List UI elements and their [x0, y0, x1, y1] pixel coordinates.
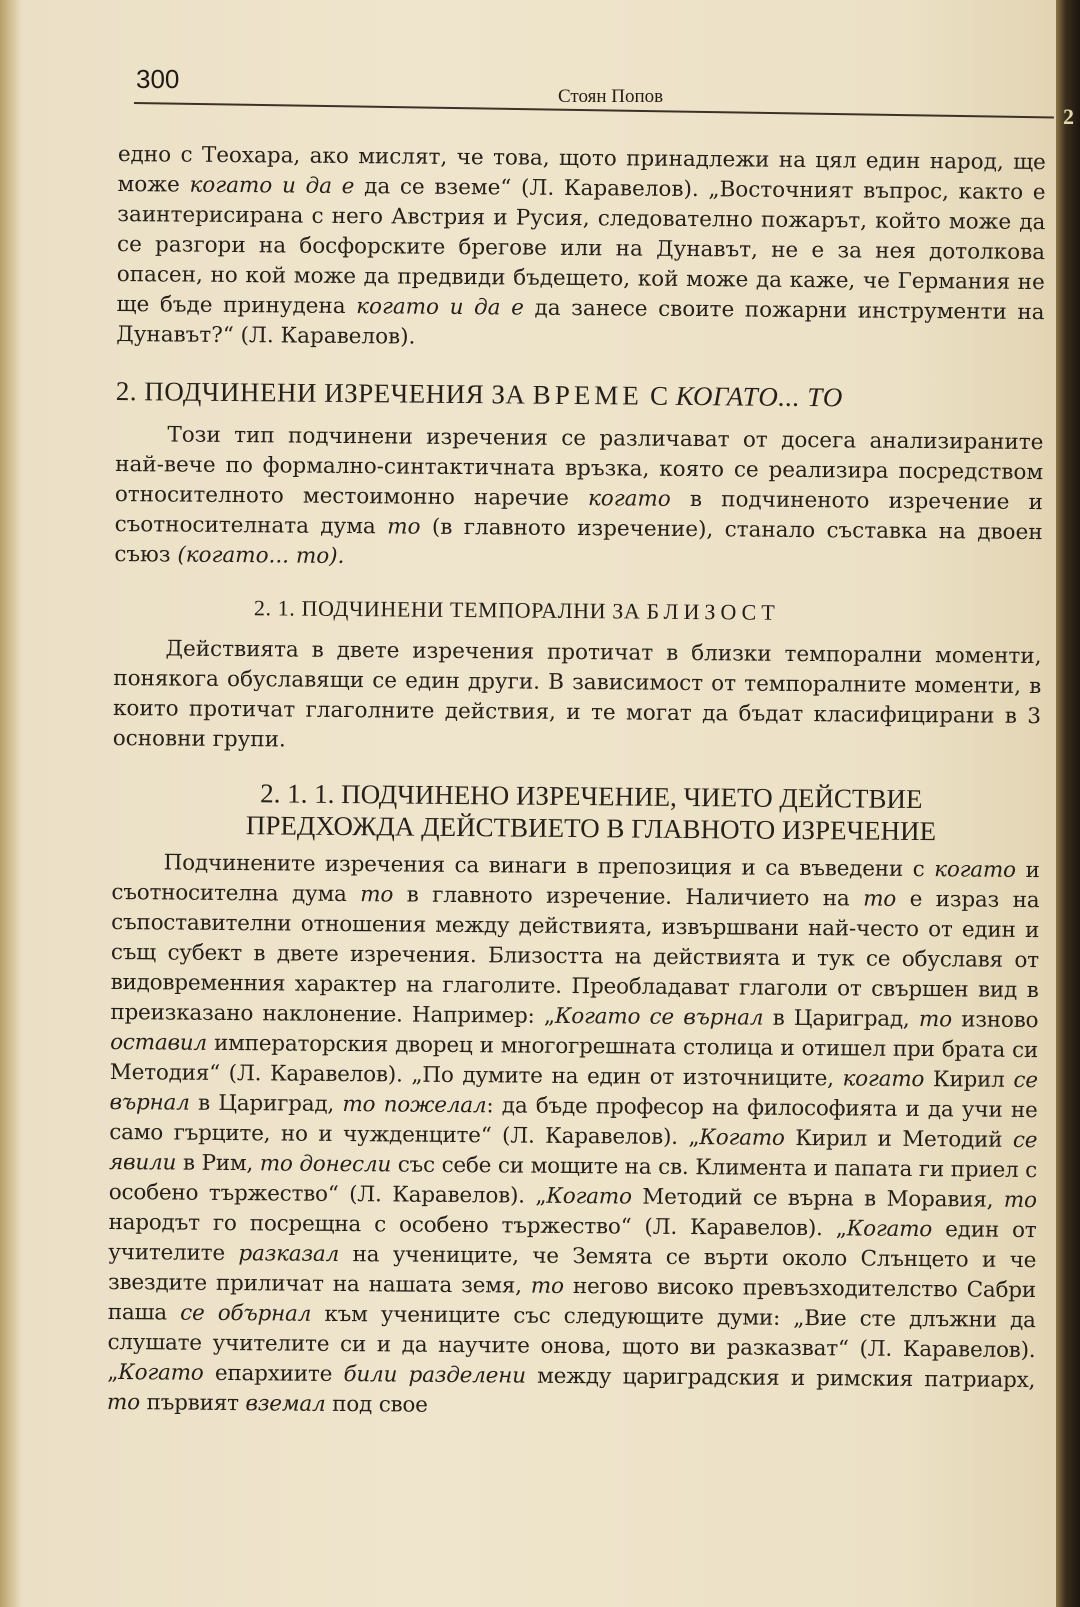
- text-run: и съотносителна дума: [111, 857, 1040, 908]
- italic-run: (когато... то).: [177, 542, 345, 569]
- text-run: към учениците със следующите думи: „Вие сте длъжни да слушате учителите си и да научите онова, щото ви разказват“ (Л. Каравелов). „: [107, 1301, 1036, 1386]
- italic-run: се върнал: [109, 1067, 1038, 1116]
- book-spine-edge: [1056, 0, 1080, 1607]
- paragraph: [114, 420, 1043, 578]
- running-head: Стоян Попов: [558, 86, 664, 107]
- italic-run: когато: [934, 857, 1016, 883]
- heading-spaced-word: ВРЕМЕ: [532, 379, 643, 411]
- text-run: е израз на съпоставителни отношения между действията, извършвани най-често от един и същ субект в двете изречения. Близостта на действията и тук се обуславя от видовременния характер на глаголите. Преобладават глаголи от свършен вид в преизказано наклонение. Например: „: [110, 886, 1040, 1029]
- text-run: в главното изречение. Наличието на: [393, 882, 864, 912]
- text-run: между цариградския и римския патриарх,: [525, 1363, 1036, 1394]
- heading-italic: КОГАТО... ТО: [675, 380, 843, 413]
- italic-run: когато и да е: [189, 172, 355, 200]
- italic-run: се явили: [108, 1127, 1038, 1176]
- italic-run: когато: [587, 486, 671, 512]
- heading-line: 2. 1. 1. ПОДЧИНЕНО ИЗРЕЧЕНИЕ, ЧИЕТО ДЕЙСТВИЕ: [260, 778, 923, 815]
- italic-run: то донесли: [259, 1151, 392, 1178]
- italic-run: то: [863, 886, 897, 912]
- italic-run: то: [106, 1389, 141, 1416]
- text-run: в Рим,: [176, 1150, 260, 1177]
- italic-run: разказал: [238, 1241, 340, 1267]
- heading-text: 2. 1. ПОДЧИНЕНИ ТЕМПОРАЛНИ ЗА: [253, 595, 647, 624]
- italic-run: били разделени: [343, 1362, 526, 1389]
- subsection-heading: [254, 593, 1042, 630]
- paragraph-continued: [116, 140, 1046, 358]
- text-run: (в главното изречение), станало съставка на двоен съюз: [114, 514, 1043, 568]
- heading-text: С: [642, 380, 676, 411]
- italic-run: когато: [842, 1066, 925, 1093]
- text-run: първият: [139, 1390, 246, 1417]
- subsubsection-heading: [142, 776, 1041, 848]
- italic-run: вземал: [245, 1391, 326, 1417]
- text-run: със себе си мощите на св. Климента и папата ги приел с особено тържество“ (Л. Каравелов). „: [108, 1152, 1038, 1209]
- italic-run: Когато: [546, 1183, 632, 1210]
- heading-text: 2. ПОДЧИНЕНИ ИЗРЕЧЕНИЯ ЗА: [115, 375, 533, 410]
- text-run: под свое: [325, 1391, 428, 1418]
- text-run: в Цариград,: [189, 1090, 343, 1117]
- heading-line: ПРЕДХОЖДА ДЕЙСТВИЕТО В ГЛАВНОТО ИЗРЕЧЕНИЕ: [245, 810, 937, 847]
- text-run: на учениците, че Земята се върти около Слънцето и че звездите приличат на нашата земя,: [107, 1241, 1037, 1299]
- page-header: [134, 62, 1054, 132]
- text-run: Кирил: [924, 1067, 1014, 1093]
- next-page-number-fragment: 2: [1063, 104, 1074, 129]
- italic-run: се обърнал: [180, 1300, 312, 1327]
- italic-run: то пожелал: [342, 1091, 487, 1119]
- italic-run: Когато се върнал: [554, 1003, 764, 1031]
- italic-run: то: [360, 882, 394, 908]
- text-run: едно с Теохара, ако мислят, че това, щото принадлежи на цял един народ, ще може: [117, 141, 1046, 198]
- text-run: негово високо превъзходителство Сабри паша: [107, 1273, 1037, 1326]
- paragraph: [107, 848, 1040, 1426]
- text-run: Кирил и Методий: [784, 1125, 1014, 1153]
- italic-run: то: [387, 514, 421, 540]
- text-run: народът го посрещна с особено тържество“ (Л. Каравелов). „: [108, 1209, 847, 1242]
- text-run: изново: [951, 1007, 1039, 1034]
- italic-run: Когато: [699, 1125, 785, 1151]
- text-run: да занесе своите пожарни инструменти на Дунавът?“ (Л. Каравелов).: [116, 295, 1045, 350]
- text-run: Методий се върна в Моравия,: [631, 1184, 1004, 1213]
- text-run: един от учителите: [108, 1217, 1037, 1267]
- italic-run: то: [918, 1007, 952, 1033]
- text-run: да се вземе“ (Л. Каравелов). „Восточният въпрос, както е заинтерисирана с него Австрия и Русия, следователно пожарът, който може да се разгори на босфорските брегове или на Дунавът, не е за нея дотолкова опасен, но кой може да предвиди бъдещето, кой може да каже, че Германия не ще бъде принудена: [116, 174, 1046, 320]
- text-run: Този тип подчинени изречения се различават от досега анализираните най-вече по формално-синтактичната връзка, която се реализира посредством относителното местоимонно наречие: [114, 422, 1044, 512]
- italic-run: оставил: [110, 1029, 208, 1056]
- heading-spaced-word: БЛИЗОСТ: [646, 598, 780, 625]
- text-run: Подчинените изречения са винаги в препозиция и са въведени с: [163, 850, 935, 883]
- italic-run: Когато: [846, 1216, 933, 1243]
- text-run: в Цариград,: [763, 1005, 920, 1033]
- text-run: епархиите: [203, 1360, 344, 1388]
- page-number: 300: [136, 64, 180, 94]
- text-run: : да бъде професор на философията и да учи не само гърците, но и чужденците“ (Л. Каравелов). „: [109, 1093, 1038, 1151]
- section-heading: [116, 376, 1044, 414]
- italic-run: то: [1003, 1187, 1037, 1214]
- italic-run: Когато: [118, 1360, 204, 1386]
- italic-run: то: [530, 1273, 564, 1299]
- page-body: [107, 140, 1046, 1426]
- paragraph: Действията в двете изречения протичат в близки темпорални моменти, понякога обуславящи се един други. В зависимост от темпоралните моменти, в които протичат глаголните действия, и те могат да бъдат класифицирани в 3 основни групи.: [112, 636, 1042, 753]
- italic-run: когато и да е: [356, 294, 525, 321]
- text-run: в подчиненото изречение и съотносителната дума: [114, 486, 1043, 540]
- text-run: императорския дворец и многогрешната столица и отишел при брата си Методия“ (Л. Каравелов). „По думите на един от източниците,: [109, 1030, 1039, 1092]
